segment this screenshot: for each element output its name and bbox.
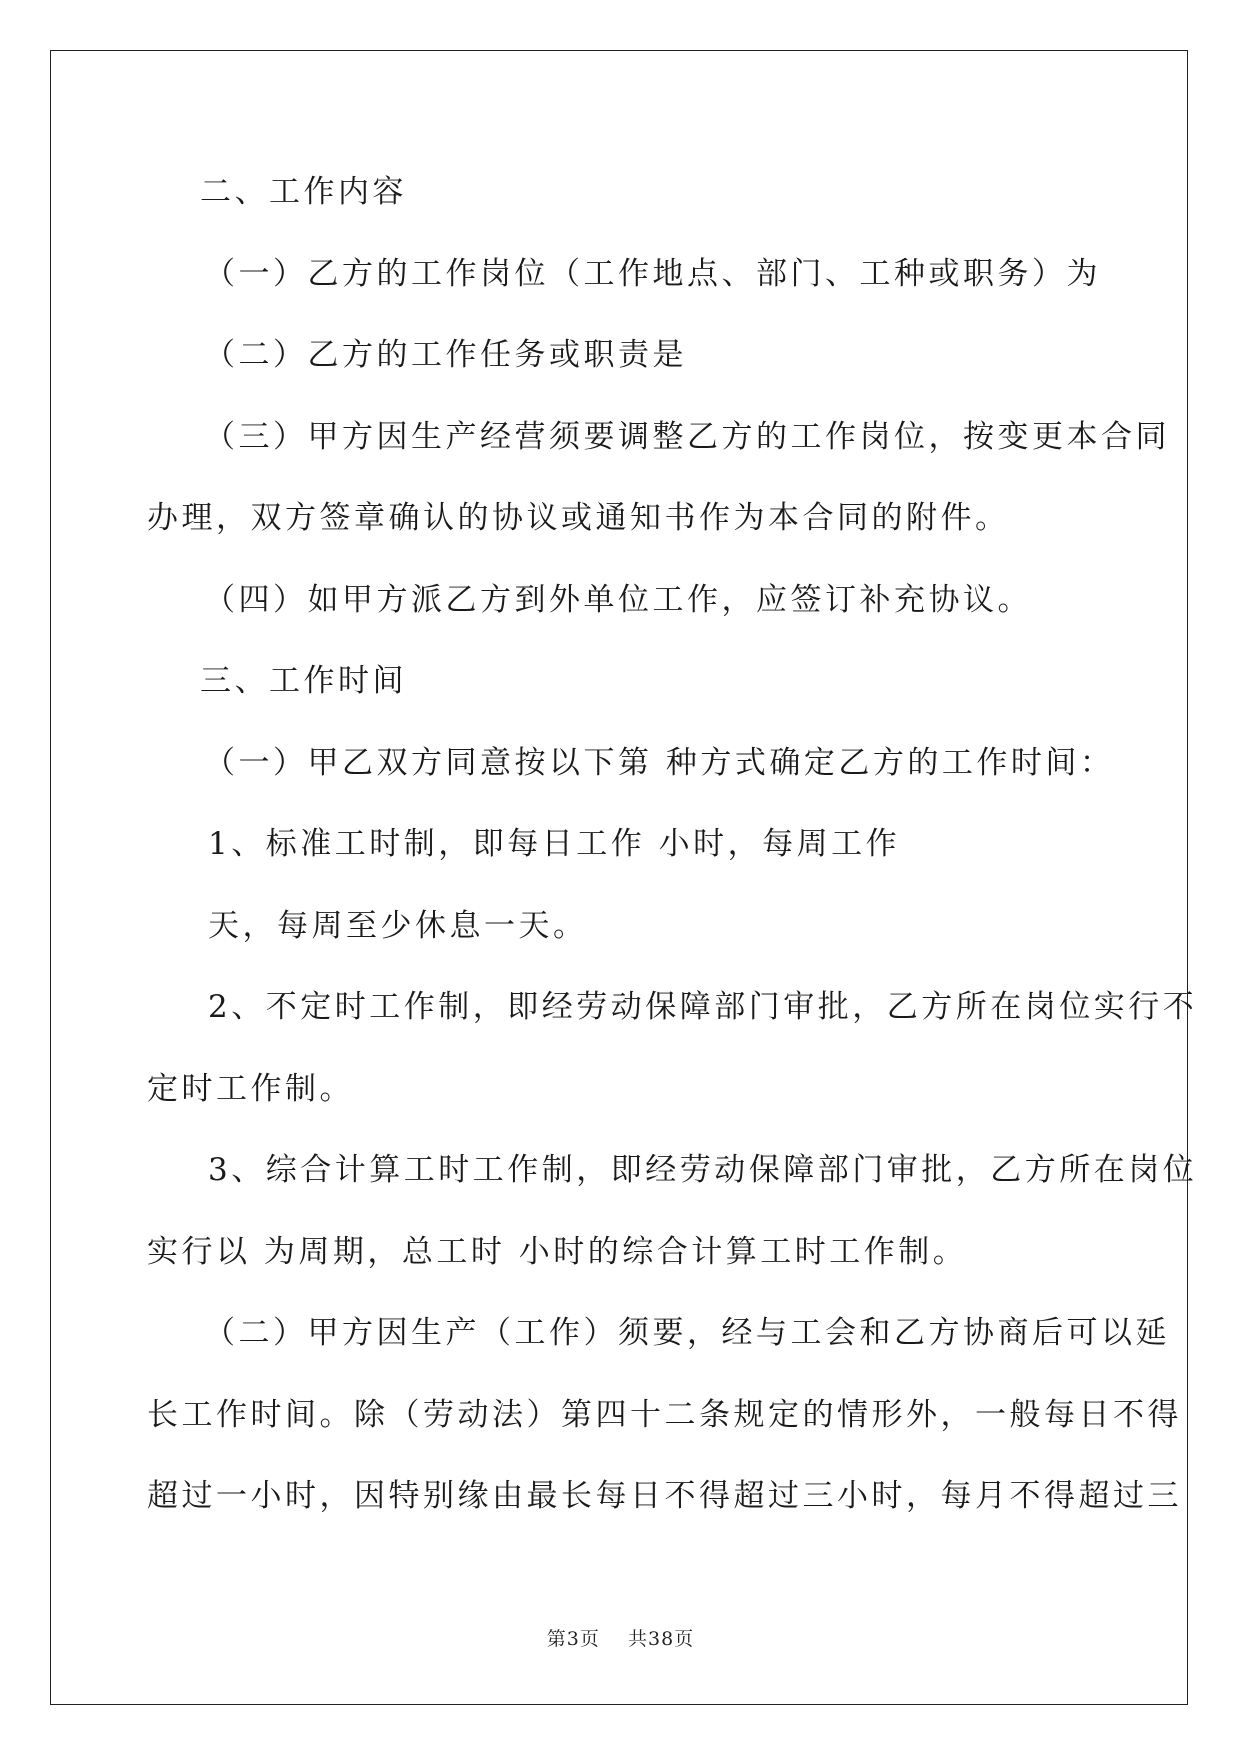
paragraph-line: （一）乙方的工作岗位（工作地点、部门、工种或职务）为 xyxy=(204,256,1101,292)
paragraph-line: 3、综合计算工时工作制，即经劳动保障部门审批，乙方所在岗位 xyxy=(208,1152,1198,1188)
page-total: 共38页 xyxy=(628,1628,695,1650)
paragraph-line: 天，每周至少休息一天。 xyxy=(208,908,588,944)
paragraph-line: （二）甲方因生产（工作）须要，经与工会和乙方协商后可以延 xyxy=(204,1315,1170,1351)
paragraph-line: （一）甲乙双方同意按以下第 种方式确定乙方的工作时间： xyxy=(204,745,1115,781)
paragraph-line: （四）如甲方派乙方到外单位工作，应签订补充协议。 xyxy=(204,582,1032,618)
page-number: 第3页 xyxy=(546,1628,600,1650)
paragraph-line: （三）甲方因生产经营须要调整乙方的工作岗位，按变更本合同 xyxy=(204,419,1170,455)
paragraph-line: 实行以 为周期，总工时 小时的综合计算工时工作制。 xyxy=(147,1234,968,1270)
paragraph-line: 超过一小时，因特别缘由最长每日不得超过三小时，每月不得超过三 xyxy=(147,1478,1182,1514)
paragraph-line: 2、不定时工作制，即经劳动保障部门审批，乙方所在岗位实行不 xyxy=(208,989,1198,1025)
section-heading-work-time: 三、工作时间 xyxy=(200,663,407,699)
paragraph-line: （二）乙方的工作任务或职责是 xyxy=(204,337,687,373)
paragraph-line: 定时工作制。 xyxy=(147,1071,354,1107)
page-footer xyxy=(0,1624,1241,1651)
page-border xyxy=(50,50,1188,1705)
paragraph-line: 长工作时间。除（劳动法）第四十二条规定的情形外，一般每日不得 xyxy=(147,1397,1182,1433)
paragraph-line: 办理，双方签章确认的协议或通知书作为本合同的附件。 xyxy=(147,500,1010,536)
paragraph-line: 1、标准工时制，即每日工作 小时，每周工作 xyxy=(208,826,901,862)
section-heading-work-content: 二、工作内容 xyxy=(200,174,407,210)
